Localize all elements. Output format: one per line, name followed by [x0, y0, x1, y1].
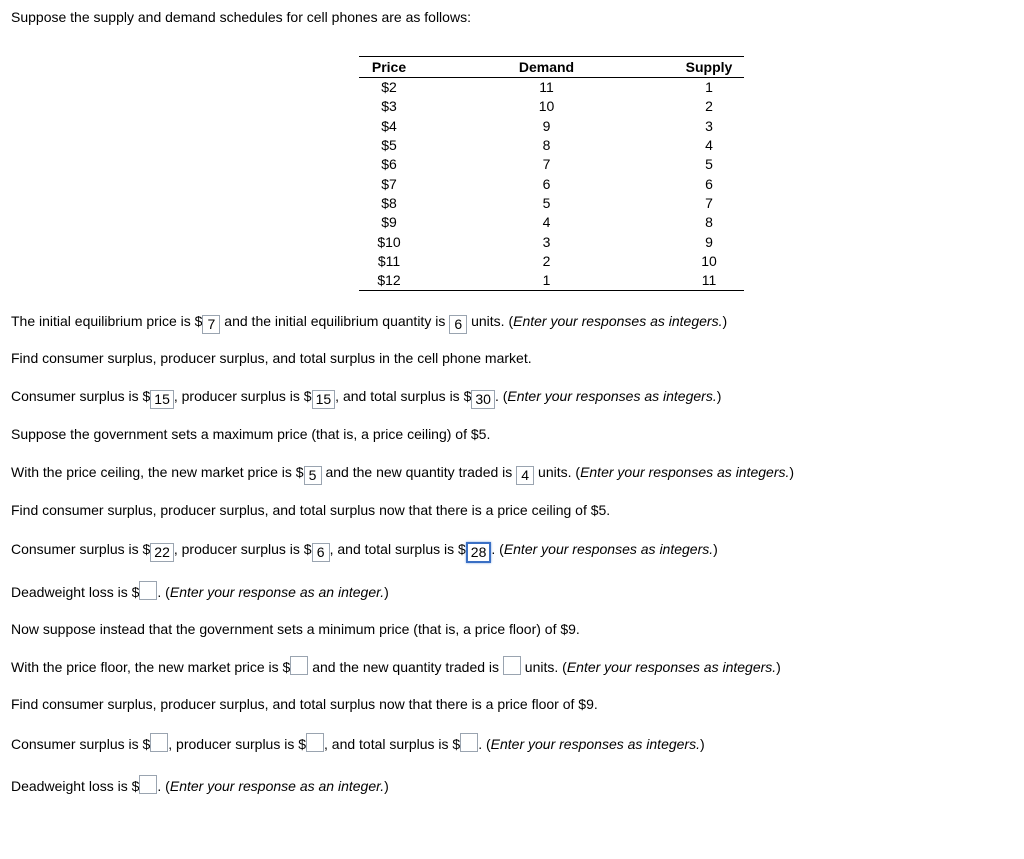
ceiling-deadweight-loss-input[interactable]	[139, 581, 157, 600]
table-row	[359, 78, 744, 98]
demand-cell: 4	[542, 214, 551, 231]
text-segment: )	[384, 584, 389, 600]
text-segment: units. (	[467, 313, 514, 329]
price-cell: $10	[377, 233, 401, 250]
equilibrium-quantity-input[interactable]: 6	[449, 315, 467, 334]
demand-cell: 7	[542, 156, 551, 173]
text-segment: , producer surplus is $	[173, 388, 312, 404]
intro-text: Suppose the supply and demand schedules for cell phones are as follows:	[11, 9, 471, 25]
demand-cell: 5	[542, 194, 551, 211]
table-row	[359, 97, 744, 116]
text-segment: and the initial equilibrium quantity is	[220, 313, 450, 329]
text-segment: and the new quantity traded is	[321, 464, 517, 480]
demand-cell: 3	[542, 233, 551, 250]
table-row	[359, 252, 744, 271]
schedule-table	[359, 56, 744, 291]
ceiling-producer-surplus-input[interactable]: 6	[312, 543, 330, 562]
supply-cell: 3	[705, 117, 713, 134]
hint-text: Enter your response as an integer.	[169, 778, 385, 794]
text-segment: , and total surplus is $	[335, 388, 472, 404]
text-segment: , and total surplus is $	[329, 541, 466, 557]
equilibrium-question	[11, 311, 727, 334]
text-segment: . (	[478, 736, 491, 752]
table-row	[359, 155, 744, 174]
hint-text: Enter your responses as integers.	[580, 464, 790, 480]
table-header-row	[359, 57, 744, 78]
ceiling-consumer-surplus-input[interactable]: 22	[150, 543, 174, 562]
text-segment: )	[716, 388, 722, 404]
price-cell: $8	[381, 194, 397, 211]
supply-cell: 5	[705, 156, 713, 173]
demand-cell: 1	[419, 271, 674, 291]
supply-cell: 2	[705, 98, 713, 115]
price-cell: $2	[381, 79, 397, 96]
floor-surplus-question	[11, 733, 705, 754]
find-floor-surplus-instruction: Find consumer surplus, producer surplus, and total surplus now that there is a price floor of $9.	[11, 696, 598, 712]
hint-text: Enter your responses as integers.	[566, 659, 777, 675]
demand-cell: 6	[542, 175, 551, 192]
text-segment: Deadweight loss is $	[11, 778, 140, 794]
supply-cell: 6	[705, 175, 713, 192]
supply-cell: 9	[705, 233, 713, 250]
text-segment: )	[776, 659, 781, 675]
text-segment: Consumer surplus is $	[11, 388, 151, 404]
supply-cell: 1	[705, 79, 713, 96]
text-segment: )	[722, 313, 728, 329]
ceiling-surplus-question	[11, 539, 718, 563]
table-row	[359, 174, 744, 193]
hint-text: Enter your responses as integers.	[503, 541, 714, 557]
text-segment: The initial equilibrium price is $	[11, 313, 203, 329]
text-segment: )	[789, 464, 795, 480]
text-segment: units. (	[520, 659, 567, 675]
table-row	[359, 232, 744, 251]
table-row	[359, 194, 744, 213]
supply-cell: 10	[701, 252, 717, 269]
initial-surplus-question	[11, 386, 721, 409]
ceiling-market-question	[11, 462, 794, 485]
price-cell: $7	[381, 175, 397, 192]
header-supply: Supply	[674, 57, 744, 78]
supply-cell: 4	[705, 137, 713, 154]
total-surplus-input[interactable]: 30	[471, 390, 495, 409]
table-row	[359, 271, 744, 291]
text-segment: and the new quantity traded is	[308, 659, 503, 675]
table-row	[359, 213, 744, 232]
floor-quantity-input[interactable]	[503, 656, 521, 675]
demand-cell: 11	[539, 79, 554, 96]
supply-cell: 8	[705, 214, 713, 231]
demand-cell: 2	[542, 252, 551, 269]
consumer-surplus-input[interactable]: 15	[150, 390, 174, 409]
text-segment: Consumer surplus is $	[11, 736, 151, 752]
table-row	[359, 117, 744, 136]
floor-producer-surplus-input[interactable]	[306, 733, 324, 752]
price-cell: $9	[381, 214, 397, 231]
text-segment: Consumer surplus is $	[11, 541, 151, 557]
equilibrium-price-input[interactable]: 7	[202, 315, 220, 334]
ceiling-total-surplus-input[interactable]: 28	[466, 542, 492, 563]
hint-text: Enter your responses as integers.	[507, 388, 717, 404]
header-price: Price	[359, 57, 419, 78]
hint-text: Enter your response as an integer.	[169, 584, 385, 600]
price-cell: $5	[381, 137, 397, 154]
demand-cell: 8	[542, 137, 551, 154]
floor-deadweight-loss-input[interactable]	[139, 775, 157, 794]
price-cell: $12	[359, 271, 419, 291]
ceiling-deadweight-question	[11, 581, 389, 602]
text-segment: . (	[157, 778, 170, 794]
price-cell: $4	[381, 117, 397, 134]
floor-deadweight-question	[11, 775, 389, 796]
floor-total-surplus-input[interactable]	[460, 733, 478, 752]
demand-cell: 10	[538, 98, 555, 115]
text-segment: )	[700, 736, 705, 752]
ceiling-price-input[interactable]: 5	[304, 466, 322, 485]
demand-cell: 9	[542, 117, 551, 134]
price-floor-intro: Now suppose instead that the government sets a minimum price (that is, a price floor) of $9.	[11, 621, 580, 637]
text-segment: . (	[157, 584, 170, 600]
find-surplus-instruction: Find consumer surplus, producer surplus, and total surplus in the cell phone market.	[11, 350, 532, 366]
text-segment: units. (	[534, 464, 581, 480]
text-segment: , producer surplus is $	[173, 541, 312, 557]
ceiling-quantity-input[interactable]: 4	[516, 466, 534, 485]
text-segment: Deadweight loss is $	[11, 584, 140, 600]
hint-text: Enter your responses as integers.	[490, 736, 700, 752]
text-segment: With the price ceiling, the new market price is $	[11, 464, 304, 480]
floor-market-question	[11, 656, 781, 677]
text-segment: )	[384, 778, 389, 794]
supply-cell: 11	[674, 271, 744, 291]
text-segment: , producer surplus is $	[168, 736, 307, 752]
price-ceiling-intro: Suppose the government sets a maximum price (that is, a price ceiling) of $5.	[11, 426, 491, 442]
text-segment: )	[713, 541, 718, 557]
price-cell: $6	[381, 156, 397, 173]
header-demand: Demand	[419, 57, 674, 78]
table-row	[359, 136, 744, 155]
price-cell: $11	[377, 252, 401, 269]
supply-cell: 7	[705, 194, 713, 211]
text-segment: . (	[491, 541, 504, 557]
price-cell: $3	[381, 98, 397, 115]
text-segment: , and total surplus is $	[324, 736, 461, 752]
floor-price-input[interactable]	[290, 656, 308, 675]
hint-text: Enter your responses as integers.	[513, 313, 723, 329]
producer-surplus-input[interactable]: 15	[312, 390, 336, 409]
text-segment: With the price floor, the new market price is $	[11, 659, 291, 675]
floor-consumer-surplus-input[interactable]	[150, 733, 168, 752]
find-ceiling-surplus-instruction: Find consumer surplus, producer surplus, and total surplus now that there is a price ceiling of $5.	[11, 502, 611, 518]
text-segment: . (	[494, 388, 508, 404]
